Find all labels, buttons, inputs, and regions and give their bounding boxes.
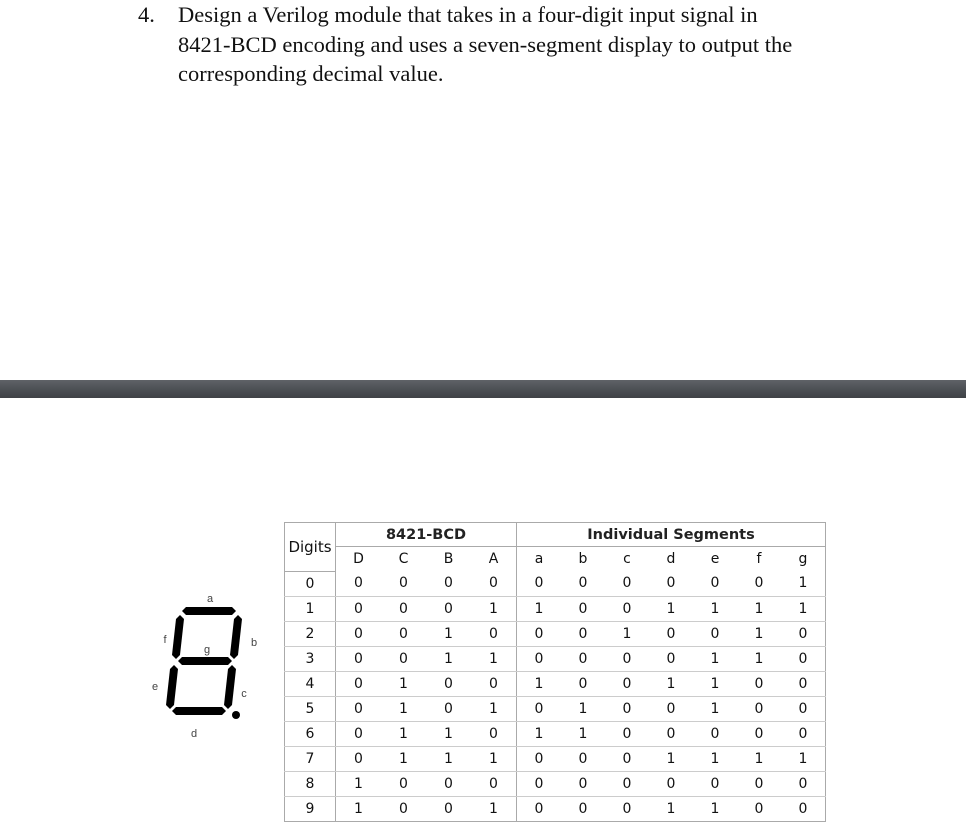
table-row [285, 596, 826, 621]
digit-cell: 6 [285, 721, 336, 746]
segment-cell: 0 [561, 621, 605, 646]
bcd-truth-table [284, 522, 826, 822]
segment-cell: 1 [649, 746, 693, 771]
bcd-cell: 0 [336, 696, 382, 721]
segment-cell: 0 [781, 696, 826, 721]
segment-cell: 0 [737, 796, 781, 821]
segment-cell: 0 [605, 571, 649, 596]
segment-cell: 1 [517, 721, 562, 746]
segment-cell: 0 [517, 796, 562, 821]
segment-cell: 0 [781, 796, 826, 821]
bcd-group-header: 8421-BCD [336, 523, 517, 547]
bcd-cell: 1 [471, 746, 517, 771]
segment-cell: 0 [737, 671, 781, 696]
bcd-cell: 0 [471, 571, 517, 596]
segment-col-header: g [781, 547, 826, 572]
segment-cell: 0 [561, 596, 605, 621]
bcd-cell: 1 [426, 621, 471, 646]
group-header-row [285, 523, 826, 547]
question-text [178, 0, 878, 89]
bcd-cell: 0 [336, 646, 382, 671]
segment-c [224, 665, 236, 709]
segment-cell: 1 [693, 671, 737, 696]
bcd-cell: 0 [471, 721, 517, 746]
bcd-cell: 0 [426, 796, 471, 821]
bcd-cell: 0 [471, 771, 517, 796]
segment-cell: 0 [781, 621, 826, 646]
digit-cell: 5 [285, 696, 336, 721]
bcd-col-header: B [443, 551, 454, 567]
segment-cell: 0 [693, 771, 737, 796]
segment-cell: 1 [781, 571, 826, 596]
segment-cell: 0 [517, 746, 562, 771]
segment-cell: 0 [737, 771, 781, 796]
digit-cell: 1 [285, 596, 336, 621]
segment-cell: 0 [517, 646, 562, 671]
segment-cell: 1 [693, 796, 737, 821]
segment-cell: 0 [605, 746, 649, 771]
segment-cell: 1 [561, 696, 605, 721]
segment-cell: 0 [517, 696, 562, 721]
segment-col-header: b [578, 551, 588, 567]
bcd-cell: 0 [471, 621, 517, 646]
segment-cell: 0 [517, 621, 562, 646]
bcd-cell: 1 [381, 671, 426, 696]
table-row [285, 746, 826, 771]
segment-cell: 0 [649, 721, 693, 746]
bcd-col-header: A [471, 547, 517, 572]
bcd-cell: 1 [471, 696, 517, 721]
table-row [285, 646, 826, 671]
digit-cell: 2 [285, 621, 336, 646]
segment-label-c: c [241, 688, 247, 700]
table-row [285, 771, 826, 796]
digit-cell: 0 [285, 571, 336, 596]
segment-cell: 0 [605, 796, 649, 821]
segment-f [172, 615, 184, 659]
truth-table-body [285, 571, 826, 821]
segment-label-a: a [206, 593, 214, 605]
question-line: corresponding decimal value. [178, 61, 444, 86]
segment-cell: 0 [561, 671, 605, 696]
bcd-cell: 1 [336, 796, 382, 821]
segment-cell: 0 [605, 646, 649, 671]
segment-a [182, 607, 236, 615]
segment-cell: 1 [737, 646, 781, 671]
segment-cell: 1 [737, 621, 781, 646]
segment-label-b: b [250, 637, 258, 649]
segment-col-header: f [756, 551, 762, 567]
bcd-cell: 1 [426, 721, 471, 746]
table-row [285, 571, 826, 596]
segment-cell: 1 [693, 596, 737, 621]
bcd-cell: 1 [471, 796, 517, 821]
segment-cell: 0 [649, 621, 693, 646]
segment-g [178, 657, 232, 665]
table-row [285, 621, 826, 646]
viewer-divider-bar [0, 380, 966, 398]
segment-cell: 1 [781, 596, 826, 621]
bcd-cell: 1 [471, 596, 517, 621]
segment-cell: 1 [517, 596, 562, 621]
segment-cell: 0 [649, 696, 693, 721]
bcd-cell: 0 [336, 721, 382, 746]
segment-cell: 1 [737, 746, 781, 771]
bcd-cell: 0 [381, 646, 426, 671]
bcd-cell: 1 [426, 746, 471, 771]
segment-cell: 1 [649, 596, 693, 621]
segment-cell: 0 [517, 571, 562, 596]
segment-b [230, 615, 242, 659]
segment-cell: 0 [781, 671, 826, 696]
bcd-cell: 1 [381, 746, 426, 771]
bcd-cell: 0 [471, 671, 517, 696]
segment-cell: 1 [693, 696, 737, 721]
segment-cell: 1 [517, 671, 562, 696]
seven-segment-svg [140, 585, 270, 745]
segment-cell: 1 [649, 671, 693, 696]
segment-cell: 0 [693, 621, 737, 646]
segment-cell: 0 [693, 721, 737, 746]
bcd-cell: 0 [381, 796, 426, 821]
bcd-cell: 1 [336, 771, 382, 796]
digit-cell: 8 [285, 771, 336, 796]
segment-cell: 1 [693, 646, 737, 671]
question-number: 4. [138, 2, 155, 27]
bcd-cell: 0 [381, 771, 426, 796]
segment-cell: 1 [561, 721, 605, 746]
table-row [285, 696, 826, 721]
segment-cell: 0 [737, 571, 781, 596]
segment-cell: 0 [605, 721, 649, 746]
segment-cell: 0 [605, 696, 649, 721]
digit-cell: 3 [285, 646, 336, 671]
table-row [285, 721, 826, 746]
bcd-cell: 0 [381, 621, 426, 646]
segment-label-d: d [190, 728, 198, 740]
segment-cell: 0 [649, 571, 693, 596]
bcd-cell: 0 [426, 671, 471, 696]
segment-cell: 0 [561, 771, 605, 796]
segment-cell: 0 [605, 771, 649, 796]
bcd-cell: 0 [336, 621, 382, 646]
bcd-cell: 0 [336, 596, 382, 621]
bcd-cell: 1 [381, 721, 426, 746]
bcd-cell: 0 [426, 696, 471, 721]
segment-cell: 0 [693, 571, 737, 596]
segment-cell: 0 [561, 646, 605, 671]
segment-cell: 1 [605, 621, 649, 646]
segment-col-header: a [517, 547, 562, 572]
segment-cell: 1 [781, 746, 826, 771]
digits-header: Digits [285, 523, 336, 572]
bcd-cell: 0 [426, 596, 471, 621]
segment-cell: 0 [605, 596, 649, 621]
bcd-col-header: C [398, 551, 409, 567]
segment-label-f: f [163, 634, 167, 646]
bcd-cell: 1 [426, 646, 471, 671]
segment-e [166, 665, 178, 709]
bcd-cell: 1 [381, 696, 426, 721]
digit-cell: 7 [285, 746, 336, 771]
bcd-cell: 0 [426, 771, 471, 796]
segment-cell: 0 [605, 671, 649, 696]
bcd-cell: 0 [381, 571, 426, 596]
segment-cell: 1 [737, 596, 781, 621]
segment-cell: 0 [781, 646, 826, 671]
question-line: 8421-BCD encoding and uses a seven-segment display to output the [178, 31, 793, 57]
digit-cell: 9 [285, 796, 336, 821]
segment-cell: 0 [781, 721, 826, 746]
digit-cell: 4 [285, 671, 336, 696]
segment-cell: 1 [693, 746, 737, 771]
table-row [285, 796, 826, 821]
segment-col-header: d [666, 551, 676, 567]
seven-segment-diagram [140, 585, 270, 745]
segment-col-header: c [623, 551, 631, 567]
segment-cell: 1 [649, 796, 693, 821]
bcd-col-header: D [336, 547, 382, 572]
bcd-cell: 0 [336, 746, 382, 771]
segment-cell: 0 [737, 721, 781, 746]
segment-col-header: e [710, 551, 720, 567]
segment-cell: 0 [561, 796, 605, 821]
bcd-cell: 0 [381, 596, 426, 621]
column-header-row [285, 547, 826, 572]
bcd-cell: 1 [471, 646, 517, 671]
segments-group-header: Individual Segments [517, 523, 826, 547]
bcd-cell: 0 [426, 571, 471, 596]
segment-cell: 0 [737, 696, 781, 721]
segments [166, 607, 242, 719]
segment-label-e: e [151, 681, 159, 693]
table-row [285, 671, 826, 696]
segment-cell: 0 [561, 746, 605, 771]
bcd-cell: 0 [336, 671, 382, 696]
segment-cell: 0 [517, 771, 562, 796]
bcd-cell: 0 [336, 571, 382, 596]
segment-cell: 0 [561, 571, 605, 596]
segment-cell: 0 [781, 771, 826, 796]
segment-cell: 0 [649, 771, 693, 796]
decimal-point [232, 711, 240, 719]
question-line: Design a Verilog module that takes in a four-digit input signal in [178, 2, 758, 27]
segment-d [172, 707, 226, 715]
segment-cell: 0 [649, 646, 693, 671]
segment-label-g: g [203, 644, 211, 656]
